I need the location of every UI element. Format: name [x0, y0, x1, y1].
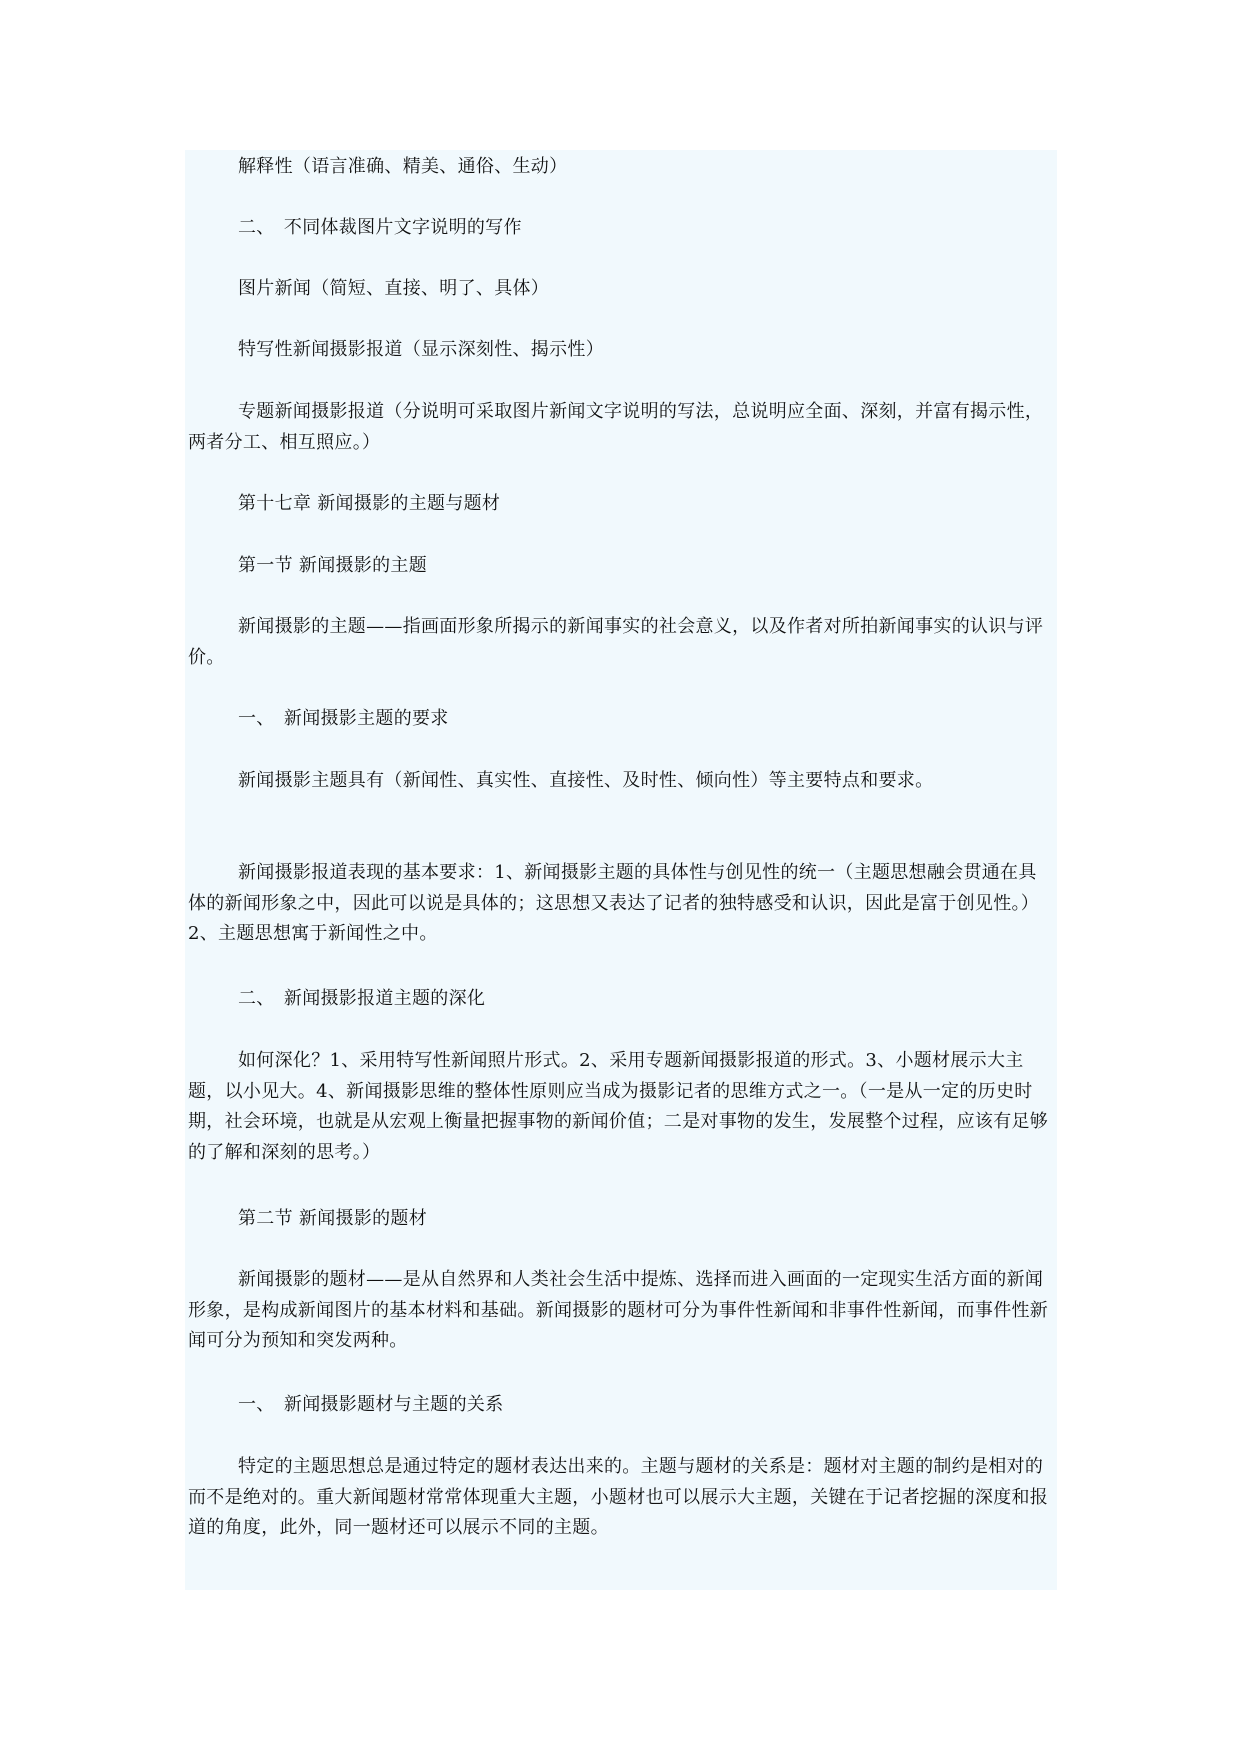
- paragraph-11: 新闻摄影报道表现的基本要求：1、新闻摄影主题的具体性与创见性的统一（主题思想融会贯通在具体的新闻形象之中，因此可以说是具体的；这思想又表达了记者的独特感受和认识，因此是富于创见性。）2、主题思想寓于新闻性之中。: [188, 862, 1040, 944]
- paragraph-16: 一、 新闻摄影题材与主题的关系: [238, 1394, 504, 1415]
- section-heading-2: 第二节 新闻摄影的题材: [238, 1208, 428, 1229]
- paragraph-13: 如何深化？1、采用特写性新闻照片形式。2、采用专题新闻摄影报道的形式。3、小题材展示大主题，以小见大。4、新闻摄影思维的整体性原则应当成为摄影记者的思维方式之一。（一是从一定的历史时期，社会环境，也就是从宏观上衡量把握事物的新闻价值；二是对事物的发生，发展整个过程，应该有足够的了解和深刻的思考。）: [188, 1050, 1049, 1163]
- section-heading-1: 第一节 新闻摄影的主题: [238, 555, 428, 576]
- chapter-heading: 第十七章 新闻摄影的主题与题材: [238, 493, 501, 514]
- paragraph-17: 特定的主题思想总是通过特定的题材表达出来的。主题与题材的关系是：题材对主题的制约是相对的而不是绝对的。重大新闻题材常常体现重大主题，小题材也可以展示大主题，关键在于记者挖掘的深度和报道的角度，此外，同一题材还可以展示不同的主题。: [188, 1456, 1049, 1538]
- paragraph-8: 新闻摄影的主题——指画面形象所揭示的新闻事实的社会意义，以及作者对所拍新闻事实的认识与评价。: [188, 616, 1044, 668]
- paragraph-15: 新闻摄影的题材——是从自然界和人类社会生活中提炼、选择而进入画面的一定现实生活方面的新闻形象，是构成新闻图片的基本材料和基础。新闻摄影的题材可分为事件性新闻和非事件性新闻，而事件性新闻可分为预知和突发两种。: [188, 1269, 1049, 1351]
- paragraph-2: 二、 不同体裁图片文字说明的写作: [238, 217, 522, 238]
- paragraph-9: 一、 新闻摄影主题的要求: [238, 708, 449, 729]
- paragraph-4: 特写性新闻摄影报道（显示深刻性、揭示性）: [238, 339, 604, 360]
- paragraph-10: 新闻摄影主题具有（新闻性、真实性、直接性、及时性、倾向性）等主要特点和要求。: [238, 770, 934, 791]
- paragraph-12: 二、 新闻摄影报道主题的深化: [238, 988, 486, 1009]
- paragraph-3: 图片新闻（简短、直接、明了、具体）: [238, 278, 550, 299]
- paragraph-5: 专题新闻摄影报道（分说明可采取图片新闻文字说明的写法，总说明应全面、深刻，并富有揭示性，两者分工、相互照应。）: [188, 401, 1044, 453]
- paragraph-1: 解释性（语言准确、精美、通俗、生动）: [238, 156, 568, 177]
